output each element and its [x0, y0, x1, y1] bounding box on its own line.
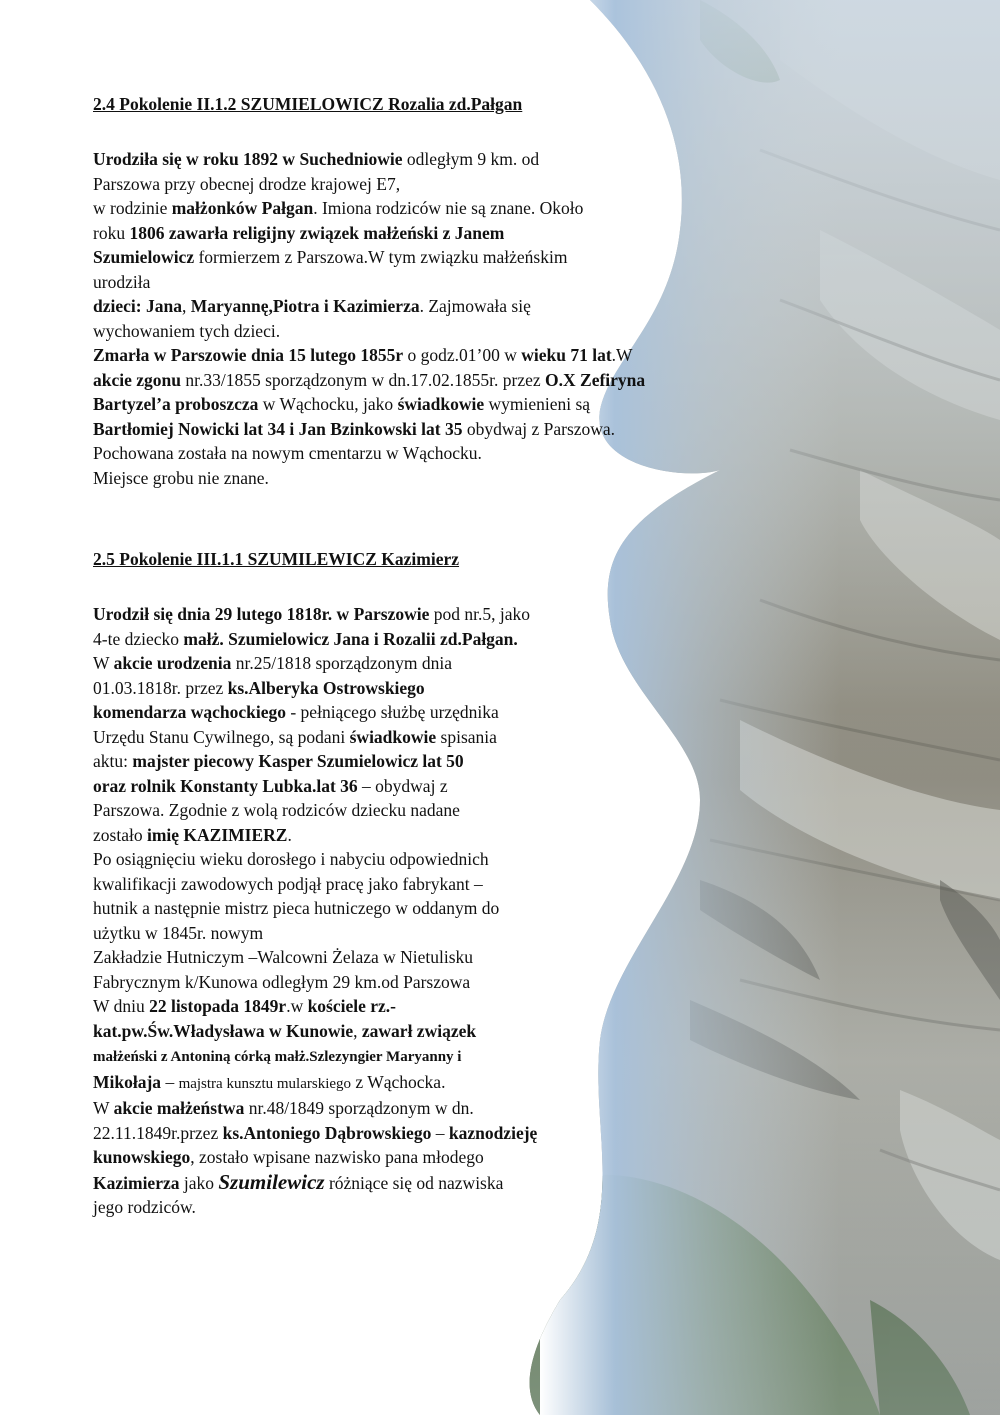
text-run: , [181, 296, 191, 316]
bold-text: dzieci: Jana [93, 296, 182, 316]
text-run: w rodzinie [93, 198, 172, 218]
text-run: – [431, 1122, 449, 1143]
text-line [93, 847, 733, 872]
text-line [93, 700, 733, 725]
bold-text: świadkowie [397, 394, 485, 414]
text-run: - pełniącego służbę urzędnika [285, 702, 499, 722]
text-line [93, 1019, 733, 1044]
bold-text: ks.Antoniego Dąbrowskiego [222, 1122, 432, 1143]
text-line [93, 602, 733, 627]
text-line [93, 1145, 733, 1170]
text-run: – [161, 1071, 179, 1092]
text-line [93, 896, 733, 921]
text-run: nr.25/1818 sporządzonym dnia [231, 653, 453, 673]
bold-text: Kazimierza [93, 1172, 180, 1193]
text-run: wychowaniem tych dzieci. [93, 320, 281, 341]
bold-text: kunowskiego [93, 1147, 191, 1167]
text-line [93, 270, 733, 295]
bold-text: Bartłomiej Nowicki lat 34 i Jan Bzinkowski lat 35 [93, 418, 463, 439]
text-run: jako [179, 1172, 219, 1193]
text-line [93, 1195, 733, 1220]
bold-text: Urodził się dnia 29 lutego 1818r. w Parszowie [93, 604, 430, 624]
text-run: spisania [436, 726, 497, 747]
bold-text: 22 listopada 1849r [149, 996, 287, 1016]
bold-text: komendarza wąchockiego [93, 702, 286, 722]
text-run: W [93, 1098, 114, 1118]
text-line [93, 823, 733, 848]
text-run: odległym 9 km. od [402, 149, 540, 169]
bold-text: kaznodzieję [448, 1122, 538, 1143]
bold-text: akcie małżeństwa [113, 1098, 245, 1118]
text-line [93, 1043, 733, 1070]
bold-text: małżeński z Antoniną córką małż.Szlezyngier Maryanny i [93, 1049, 462, 1065]
text-run: W [93, 653, 114, 673]
text-line [93, 466, 733, 491]
text-run: wymienieni są [484, 394, 591, 414]
text-line [93, 994, 733, 1019]
bold-text: 1806 zawarła religijny związek małżeński z Janem [129, 222, 505, 243]
text-run: Parszowa przy obecnej drodze krajowej E7, [93, 173, 401, 194]
section-kazimierz [93, 547, 733, 1220]
bold-text: kat.pw.Św.Władysława w Kunowie [93, 1020, 354, 1041]
text-run: urodziła [93, 271, 151, 292]
text-line [93, 798, 733, 823]
text-run: . Imiona rodziców nie są znane. Około [313, 198, 584, 218]
text-line [93, 196, 733, 221]
text-line [93, 245, 733, 270]
text-run: , zostało wpisane nazwisko pana młodego [190, 1147, 484, 1167]
text-line [93, 221, 733, 246]
document-body [93, 92, 733, 1217]
section-title: 2.4 Pokolenie II.1.2 SZUMIELOWICZ Rozalia zd.Pałgan [93, 94, 523, 114]
text-run: Parszowa. Zgodnie z wolą rodziców dziecku nadane [93, 800, 460, 820]
bold-text: małżonków Pałgan [171, 198, 314, 218]
bold-text: akcie zgonu [93, 369, 181, 390]
text-run: formierzem z Parszowa.W tym związku małżeńskim [194, 247, 568, 267]
text-run: jego rodziców. [93, 1197, 196, 1217]
text-line [93, 725, 733, 750]
text-run: . [287, 824, 292, 845]
section-title: 2.5 Pokolenie III.1.1 SZUMILEWICZ Kazimierz [93, 549, 460, 569]
text-run: użytku w 1845r. nowym [93, 922, 264, 943]
text-run: Fabrycznym k/Kunowa odległym 29 km.od Parszowa [93, 971, 471, 992]
text-line [93, 368, 733, 393]
text-line [93, 921, 733, 946]
text-run: .W [611, 345, 633, 365]
text-run: – obydwaj z [357, 775, 448, 796]
text-run: 22.11.1849r.przez [93, 1122, 223, 1143]
text-run: różniące się od nazwiska [324, 1172, 504, 1193]
bold-text: Maryannę,Piotra i Kazimierza [190, 296, 420, 316]
bold-text: zawarł związek [361, 1020, 477, 1041]
text-line [93, 1121, 733, 1146]
text-line [93, 319, 733, 344]
text-run: 4-te dziecko [93, 628, 184, 649]
section-text [93, 147, 733, 490]
bold-text: Szumielowicz [93, 247, 195, 267]
text-line [93, 651, 733, 676]
text-run: Urzędu Stanu Cywilnego, są podani [93, 726, 350, 747]
text-run: Po osiągnięciu wieku dorosłego i nabyciu odpowiednich [93, 849, 489, 869]
text-run: nr.33/1855 sporządzonym w dn.17.02.1855r. przez [181, 369, 546, 390]
text-line [93, 392, 733, 417]
text-line [93, 774, 733, 799]
bold-text: Urodziła się w roku 1892 w Suchedniowie [93, 149, 403, 169]
section-text [93, 602, 733, 1220]
text-line [93, 1170, 733, 1196]
bold-text: akcie urodzenia [113, 653, 232, 673]
text-run: obydwaj z Parszowa. [462, 418, 616, 439]
text-run: zostało [93, 824, 147, 845]
text-line [93, 441, 733, 466]
text-run: W dniu [93, 996, 150, 1016]
bold-text: małż. Szumielowicz Jana i Rozalii zd.Pałgan. [183, 628, 518, 649]
text-run: .w [286, 996, 308, 1016]
text-run: z Wąchocka. [351, 1071, 446, 1092]
text-run: Zakładzie Hutniczym –Walcowni Żelaza w Nietulisku [93, 947, 474, 967]
bold-text: oraz rolnik Konstanty Lubka [93, 775, 312, 796]
text-run: Szumilewicz [218, 1169, 325, 1194]
text-run: o godz.01’00 w [403, 345, 522, 365]
text-run: pod nr.5, jako [429, 604, 530, 624]
bold-text: ks.Alberyka Ostrowskiego [227, 677, 425, 698]
bold-text: Mikołaja [93, 1071, 162, 1092]
bold-text: wieku 71 lat [521, 345, 612, 365]
text-run: w Wąchocku, jako [258, 394, 398, 414]
text-run: 01.03.1818r. przez [93, 677, 228, 698]
bold-text: .lat 36 [311, 775, 358, 796]
text-line [93, 945, 733, 970]
text-run: aktu: [93, 751, 133, 771]
text-line [93, 417, 733, 442]
bold-text: majster piecowy Kasper Szumielowicz lat 50 [132, 751, 464, 771]
text-run: . Zajmowała się [419, 296, 531, 316]
text-line [93, 627, 733, 652]
text-line [93, 294, 733, 319]
text-run: , [353, 1020, 362, 1041]
text-run: Pochowana została na nowym cmentarzu w Wąchocku. [93, 443, 482, 463]
bold-text: kościele rz.- [307, 996, 397, 1016]
text-line [93, 172, 733, 197]
bold-text: O.X Zefiryna [545, 369, 646, 390]
text-line [93, 749, 733, 774]
text-line [93, 872, 733, 897]
text-run: roku [93, 222, 130, 243]
section-rozalia [93, 92, 733, 490]
text-line [93, 147, 733, 172]
bold-text: Zmarła w Parszowie dnia 15 lutego 1855r [93, 345, 404, 365]
text-run: nr.48/1849 sporządzonym w dn. [244, 1098, 474, 1118]
text-line [93, 970, 733, 995]
text-run: majstra kunsztu mularskiego [178, 1075, 352, 1092]
text-run: hutnik a następnie mistrz pieca hutniczego w oddanym do [93, 898, 500, 918]
text-line [93, 1070, 733, 1097]
bold-text: imię KAZIMIERZ [146, 824, 288, 845]
bold-text: świadkowie [349, 726, 437, 747]
text-run: kwalifikacji zawodowych podjął pracę jako fabrykant – [93, 873, 483, 894]
text-line [93, 343, 733, 368]
text-line [93, 676, 733, 701]
text-run: Miejsce grobu nie znane. [93, 467, 269, 488]
text-line [93, 1096, 733, 1121]
bold-text: Bartyzel’a proboszcza [93, 394, 259, 414]
